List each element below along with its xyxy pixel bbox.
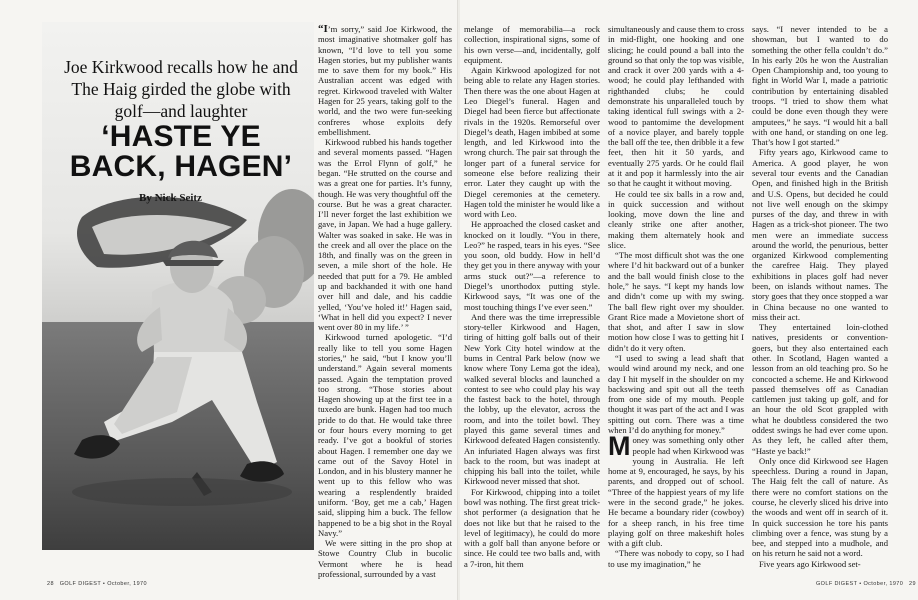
issue-date: October, 1970 [107, 581, 147, 587]
page-number: 29 [909, 581, 916, 587]
paragraph: Kirkwood rubbed his hands together and several moments passed. “Hagen was the Errol Flynn of golf,” he began. “He strutted on the course and was a great one for parties. It’s funny, though. He was very thoughtful off the course. But he was a great character. I’ll never forget the last exhibition we gave, in Japan. We had a huge gallery. Walter was soaked in sake. He was in the creek and all over the place on the 18th, and finally was on the green in seven, a mile short of the hole. He needed that putt for a 79. He ambled up and backhanded it with one hand over hill and dale, and his caddie yelled, ‘You’ve holed it!’ Hagen said, ‘What in hell did you expect? I never went over 80 in my life.’ ” [318, 137, 452, 333]
column-1 [318, 24, 452, 580]
article-kicker: Joe Kirkwood recalls how he and The Haig girded the globe with golf—and laughter [64, 57, 298, 121]
paragraph: He approached the closed casket and knocked on it loudly. “You in there, Leo?” he rasped, tears in his eyes. “See you soon, old buddy. How in hell’d they get you in there anyway with your arms stuck out?”—a reference to Diegel’s unorthodox putting style. Kirkwood says, “It was one of the most touching things I’ve ever seen.” [464, 219, 600, 312]
left-page [0, 0, 458, 600]
magazine-name: GOLF DIGEST [59, 581, 101, 587]
paragraph: They entertained loin-clothed natives, presidents or convention-goers, but they also entertained each other. In Scotland, Hagen wanted a lesson from an old teaching pro. So he concocted a scheme. He and Kirkwood passed themselves off as Canadian cattlemen just taking up golf, and for an hour the old Scot grappled with what he doubtless considered the two oddest swings he had ever come upon. As they left, he called after them, “Haste ye back!” [752, 322, 888, 456]
left-folio: 28 GOLF DIGEST • October, 1970 [47, 581, 147, 587]
column-3 [608, 24, 744, 580]
magazine-name: GOLF DIGEST [816, 581, 858, 587]
paragraph: Five years ago Kirkwood set- [759, 558, 861, 569]
paragraph: Again Kirkwood apologized for not being able to relate any Hagen stories. Then there was the one about Hagen at Leo Diegel’s funeral. Hagen and Diegel had been fierce but affectionate rivals in the 1920s. Remorseful over Diegel’s death, Hagen imbibed at some length, and led Kirkwood into the wrong church. The pair sat through the longer part of a funeral service for someone else before realizing their error. Later they caught up with the Diegel ceremonies at the cemetery. Hagen told the minister he would like a word with Leo. [464, 65, 600, 220]
column-2 [464, 24, 600, 580]
issue-date: October, 1970 [863, 581, 904, 587]
paragraph-text: ’m sorry,” said Joe Kirkwood, the most imaginative shotmaker golf has known, “I’d love to tell you some Hagen stories, but my publisher wants me to save them for my book.” His Australian accent was edged with regret. Kirkwood traveled with Walter Hagen for 25 years, taking golf to the world, and the two were fun-seeking confreres whose exploits defy embellishment. [318, 24, 452, 137]
paragraph-text: oney was something only other people had when Kirkwood was young in Australia. He left home at 9, encouraged, he says, by his parents, and dropped out of school. “Three of the happiest years of my life were in the second grade,” he jokes. He became a boundary rider (cowboy) for a sheep ranch, in his free time playing golf on three makeshift holes with a gift club. [608, 435, 744, 549]
right-folio: GOLF DIGEST • October, 1970 29 [816, 581, 916, 587]
right-page [460, 0, 918, 600]
paragraph: melange of memorabilia—a rock collection, inspirational signs, some of his own verse—and, incidentally, golf equipment. [464, 24, 600, 65]
paragraph: says. “I never intended to be a showman, but I wanted to do something the other fella couldn’t do.” In his early 20s he won the Australian Open Championship and, too young to fight in World War I, made a patriotic contribution by entertaining disabled troops. “I tried to show them what could be done even though they were amputees,” he says. “I would hit a ball with one hand, or standing on one leg. That’s how I got started.” [752, 24, 888, 148]
paragraph: And there was the time irrepressible story-teller Kirkwood and Hagen, tiring of hitting golf balls out of their New York City hotel window at the bums in Central Park below (now we know where Tony Lema got the idea), walked several blocks and launched a contest to see who could play his way the fastest back to the hotel, through the lobby, up the elevator, across the room, and into the toilet bowl. They played this game several times and Kirkwood defeated Hagen consistently. An infuriated Hagen always was first back to the room, but was inadept at chipping his ball into the toilet, while Kirkwood never missed that shot. [464, 311, 600, 487]
article-title: ‘HASTE YE BACK, HAGEN’ [69, 120, 293, 183]
paragraph [318, 24, 452, 137]
page-number: 28 [47, 581, 54, 587]
paragraph: “I used to swing a lead shaft that would wind around my neck, and one day I hit myself in the shoulder on my backswing and spit out all the teeth from one side of my mouth. People thought it was part of the act and I was spitting out corn. There was a time when I’d do anything for money.” [608, 353, 744, 435]
paragraph: Kirkwood turned apologetic. “I’d really like to tell you some Hagen stories,” he said, “but I know you’ll understand.” Again several moments passed. Again the temptation proved too strong. “Those stories about Hagen showing up at the first tee in a tuxedo are bunk. Hagen had too much pride to do that. He would take three or four hours every morning to get ready. I’ve got a bookful of stories about Hagen. I remember one day we came out of the Savoy Hotel in London, and in his blustery manner he went up to this fellow who was wearing a resplendently braided uniform. ‘Boy, get me a cab,’ Hagen said, slipping him a buck. The fellow happened to be a big shot in the Royal Navy.” [318, 332, 452, 538]
paragraph: “The most difficult shot was the one where I’d hit backward out of a bunker and the ball would finish close to the hole,” he says. “I kept my hands low and didn’t come up with my swing. The ball flew right over my shoulder. Grant Rice made a Movietone short of that shot, and after I saw in slow motion how close I was to getting hit I didn’t do it very often. [608, 250, 744, 353]
paragraph: He could tee six balls in a row and, in quick succession and without looking, move down the line and cleanly strike one after another, making them alternately hook and slice. [608, 188, 744, 250]
paragraph: Fifty years ago, Kirkwood came to America. A good player, he won several tour events and the Canadian Open, and finished high in the British and U.S. Opens, but decided he could not live well enough on the skimpy purses of the day, and threw in with Hagen as a trick-shot pioneer. The two men were an immediate success around the world, the penurious, better organized Kirkwood complementing the carefree Haig. They played exhibitions in places golf had never been, on islands without names. The story goes that they once stopped a war in China because no one wanted to miss their act. [752, 147, 888, 322]
drop-cap: M [608, 431, 631, 462]
byline: By Nick Seitz [139, 192, 202, 204]
paragraph: For Kirkwood, chipping into a toilet bowl was nothing. The first great trick-shot performer (a designation that he does not like but that he raised to the level of legitimacy), he could do more with a golf ball than anyone before or since. He could tee two balls and, with a 7-iron, hit them [464, 486, 600, 569]
paragraph: “There was nobody to copy, so I had to use my imagination,” he [608, 548, 744, 569]
paragraph: Only once did Kirkwood see Hagen speechless. During a round in Japan, The Haig felt the call of nature. As there were no comfort stations on the course, he cleverly sliced his drive into the woods and went off in search of it. In quick succession he tore his pants climbing over a fence, was stung by a bee, and stepped into a mudhole, and on his return he said not a word. [752, 455, 888, 559]
opening-quote: “I [318, 24, 328, 35]
column-4 [752, 24, 888, 580]
paragraph: simultaneously and cause them to cross in mid-flight, one hooking and one slicing; he could pound a ball into the ground so that only the top was visible, and crack it over 200 yards with a 4-wood; he could play lefthanded with righthanded clubs; he could demonstrate his unparalleled touch by taking identical full swings with a 2-wood to pantomime the development of a novice player, and barely topple the ball off the tee, then dribble it a few feet, then hit it 50 yards, and eventually 275 yards. Or he could flail at it and pop it harmlessly into the air so that he caught it without moving. [608, 24, 744, 189]
paragraph [608, 431, 744, 549]
paragraph: We were sitting in the pro shop at Stowe Country Club in bucolic Vermont where he is head professional, surrounded by a vast [318, 538, 452, 579]
